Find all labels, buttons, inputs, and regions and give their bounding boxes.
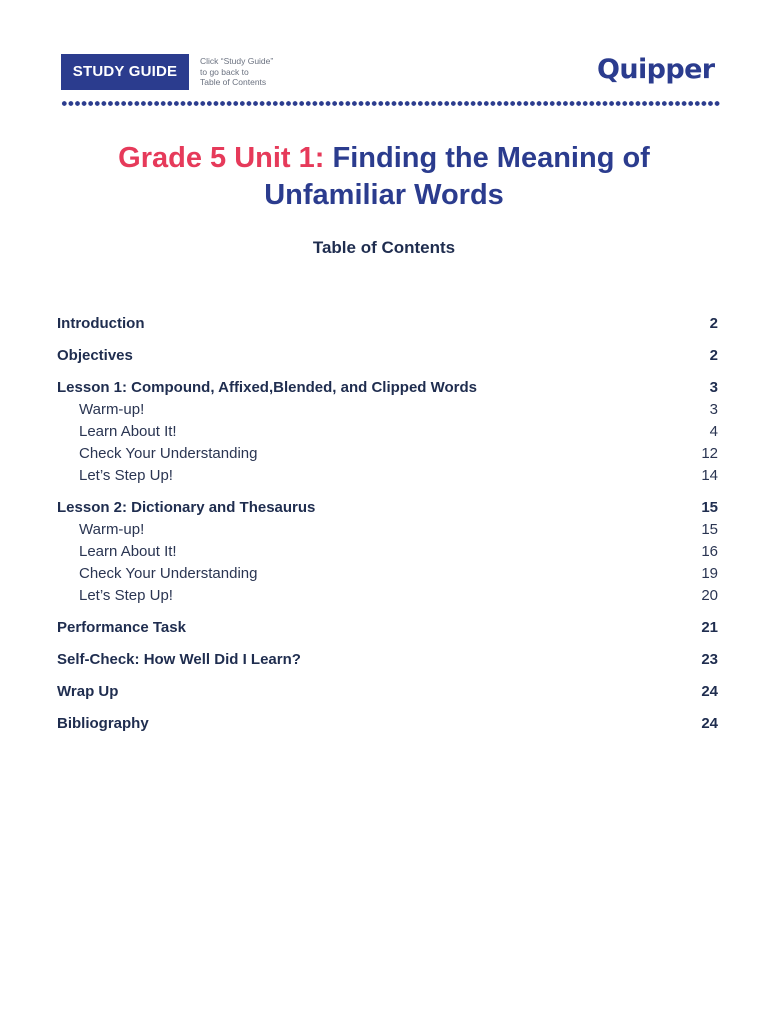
hint-line: Click “Study Guide” (200, 56, 274, 66)
toc-entry[interactable] (57, 681, 718, 703)
toc-entry-label: Check Your Understanding (79, 565, 258, 582)
toc-entry-label: Let’s Step Up! (79, 467, 173, 484)
toc-entry-page: 15 (701, 521, 718, 538)
toc-entry[interactable] (57, 377, 718, 399)
toc-entry-label: Wrap Up (57, 683, 119, 700)
toc-entry-label: Learn About It! (79, 423, 177, 440)
toc-subentry[interactable] (57, 519, 718, 541)
toc-subentry[interactable] (57, 443, 718, 465)
toc-subentry[interactable] (57, 541, 718, 563)
toc-subentry[interactable] (57, 585, 718, 607)
toc-subentry[interactable] (57, 465, 718, 487)
toc-entry-page: 24 (701, 683, 718, 700)
toc-heading: Table of Contents (312, 238, 456, 257)
quipper-logo: Quipper (597, 54, 715, 85)
dotted-divider (61, 101, 721, 106)
toc-entry-label: Lesson 1: Compound, Affixed,Blended, and Clipped Words (57, 379, 478, 396)
toc-entry[interactable] (57, 313, 718, 335)
toc-entry-page: 4 (709, 423, 718, 440)
toc-entry-label: Performance Task (57, 619, 186, 636)
study-guide-button[interactable]: STUDY GUIDE (61, 54, 189, 90)
toc-entry-page: 2 (709, 347, 718, 364)
toc-entry-page: 3 (709, 379, 718, 396)
toc-entry-label: Warm-up! (79, 521, 145, 538)
toc-entry-page: 3 (709, 401, 718, 418)
toc-entry[interactable] (57, 497, 718, 519)
toc-entry-label: Check Your Understanding (79, 445, 258, 462)
toc-entry-label: Warm-up! (79, 401, 145, 418)
toc-entry-page: 20 (701, 587, 718, 604)
toc-entry-label: Learn About It! (79, 543, 177, 560)
toc-entry-page: 24 (701, 715, 718, 732)
hint-line: to go back to (200, 66, 249, 77)
toc-entry[interactable] (57, 713, 718, 735)
hint-line: Table of Contents (200, 77, 267, 87)
toc-entry-label: Objectives (57, 347, 133, 364)
toc-entry-page: 14 (701, 467, 718, 484)
toc-entry-label: Lesson 2: Dictionary and Thesaurus (57, 499, 316, 516)
title-unit-prefix: Grade 5 Unit 1: (118, 142, 325, 174)
toc-entry-label: Bibliography (57, 715, 149, 732)
page-header (0, 0, 768, 120)
page-title (40, 140, 728, 214)
toc-entry-page: 21 (701, 619, 718, 636)
study-guide-hint (200, 56, 290, 88)
toc-entry[interactable] (57, 649, 718, 671)
toc-subentry[interactable] (57, 421, 718, 443)
table-of-contents (57, 313, 718, 735)
title-main-line2: Unfamiliar Words (264, 179, 504, 211)
toc-entry[interactable] (57, 617, 718, 639)
toc-entry-label: Introduction (57, 315, 145, 332)
toc-entry-label: Self-Check: How Well Did I Learn? (57, 651, 301, 668)
toc-entry-label: Let’s Step Up! (79, 587, 173, 604)
toc-subentry[interactable] (57, 399, 718, 421)
toc-subentry[interactable] (57, 563, 718, 585)
toc-entry-page: 2 (709, 315, 718, 332)
toc-entry-page: 15 (701, 499, 718, 516)
toc-entry[interactable] (57, 345, 718, 367)
toc-entry-page: 16 (701, 543, 718, 560)
title-main-line1: Finding the Meaning of (332, 142, 650, 174)
toc-entry-page: 23 (701, 651, 718, 668)
toc-entry-page: 19 (701, 565, 718, 582)
toc-entry-page: 12 (701, 445, 718, 462)
